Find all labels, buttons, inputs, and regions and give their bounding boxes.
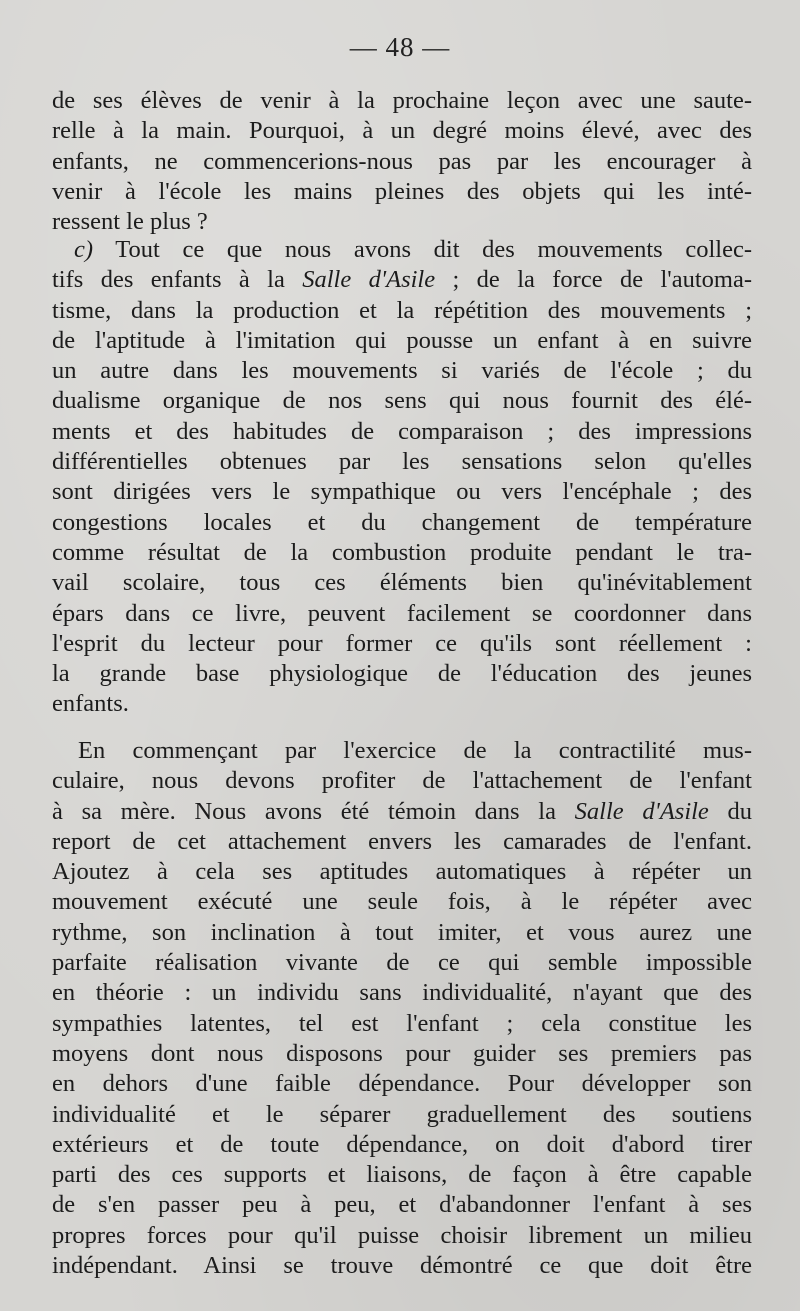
text-line: rythme, son inclination à tout imiter, et vous aurez une <box>52 918 752 946</box>
text-line: tisme, dans la production et la répétition des mouvements ; <box>52 296 752 324</box>
text-line: parti des ces supports et liaisons, de façon à être capable <box>52 1161 752 1189</box>
text-line: extérieurs et de toute dépendance, on doit d'abord tirer <box>52 1130 752 1158</box>
text-line: En commençant par l'exercice de la contractilité mus- <box>78 737 752 764</box>
text-line: à sa mère. Nous avons été témoin dans la Salle d'Asile du <box>52 797 753 825</box>
text-line: l'esprit du lecteur pour former ce qu'ils sont réellement : <box>52 629 752 657</box>
text-line: sont dirigées vers le sympathique ou vers l'encéphale ; des <box>52 478 752 506</box>
text-line: un autre dans les mouvements si variés de l'école ; du <box>52 357 752 385</box>
text-line: culaire, nous devons profiter de l'attachement de l'enfant <box>52 767 752 795</box>
page-number: — 48 — <box>349 32 451 62</box>
text-line: individualité et le séparer graduellement des soutiens <box>52 1100 752 1128</box>
text-line: moyens dont nous disposons pour guider ses premiers pas <box>52 1039 752 1067</box>
text-line: c) Tout ce que nous avons dit des mouvements collec- <box>74 236 752 263</box>
text-line: vail scolaire, tous ces éléments bien qu'inévitablement <box>52 569 752 597</box>
text-line: de l'aptitude à l'imitation qui pousse un enfant à en suivre <box>52 326 752 354</box>
paragraph-3 <box>52 736 752 1281</box>
text-line: ments et des habitudes de comparaison ; des impressions <box>52 417 752 445</box>
text-line: relle à la main. Pourquoi, à un degré moins élevé, avec des <box>52 117 752 145</box>
text-line: Ajoutez à cela ses aptitudes automatiques à répéter un <box>52 858 752 886</box>
text-line: enfants, ne commencerions-nous pas par les encourager à <box>52 147 752 175</box>
paragraph-1 <box>52 86 752 237</box>
text-line: parfaite réalisation vivante de ce qui semble impossible <box>52 949 752 977</box>
text-line: mouvement exécuté une seule fois, à le répéter avec <box>52 888 752 916</box>
text-line: comme résultat de la combustion produite pendant le tra- <box>52 538 752 566</box>
text-line: de ses élèves de venir à la prochaine leçon avec une saute- <box>52 87 752 114</box>
text-line: ressent le plus ? <box>52 208 208 236</box>
text-line: en théorie : un individu sans individualité, n'ayant que des <box>52 979 752 1007</box>
text-line: venir à l'école les mains pleines des objets qui les inté- <box>52 177 752 205</box>
text-line: en dehors d'une faible dépendance. Pour développer son <box>52 1070 752 1098</box>
paragraph-2 <box>52 235 752 720</box>
text-line: indépendant. Ainsi se trouve démontré ce que doit être <box>52 1252 752 1280</box>
text-line: dualisme organique de nos sens qui nous fournit des élé- <box>52 387 752 415</box>
text-line: enfants. <box>52 690 129 718</box>
text-line: épars dans ce livre, peuvent facilement se coordonner dans <box>52 599 752 627</box>
text-line: congestions locales et du changement de température <box>52 508 752 536</box>
text-line: tifs des enfants à la Salle d'Asile ; de la force de l'automa- <box>52 266 752 294</box>
text-line: report de cet attachement envers les camarades de l'enfant. <box>52 827 752 855</box>
text-line: sympathies latentes, tel est l'enfant ; cela constitue les <box>52 1009 752 1037</box>
text-line: la grande base physiologique de l'éducation des jeunes <box>52 660 752 688</box>
text-line: différentielles obtenues par les sensations selon qu'elles <box>52 448 752 476</box>
text-line: propres forces pour qu'il puisse choisir librement un milieu <box>52 1221 752 1249</box>
text-line: de s'en passer peu à peu, et d'abandonner l'enfant à ses <box>52 1191 752 1219</box>
